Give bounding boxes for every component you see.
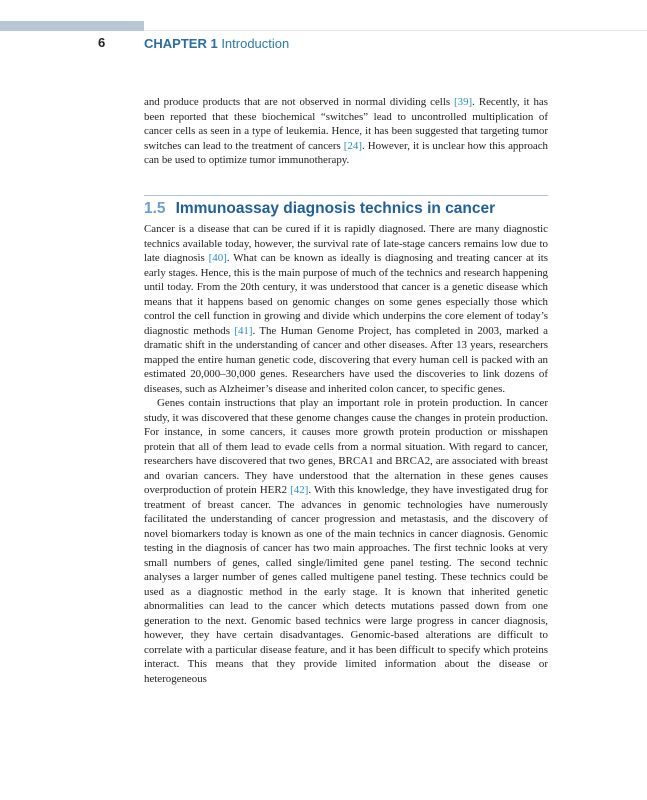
paragraph-2 <box>144 396 548 686</box>
citation-link[interactable]: [41] <box>234 324 253 337</box>
text-run: Cancer is a disease that can be cured if it is rapidly diagnosed. There are many diagnostic technics available today, however, the survival rate of late-stage cancers remains low due to late diagnosis <box>144 223 548 264</box>
text-run: . The Human Genome Project, has completed in 2003, marked a dramatic shift in the understanding of cancer and other diseases. After 13 years, researchers mapped the entire human genetic code, discovering that every human cell is packed with an estimated 20,000–30,000 genes. Researchers have used the discoveries to link dozens of diseases, such as Alzheimer’s disease and inherited colon cancer, to specific genes. <box>144 324 548 395</box>
text-run: and produce products that are not observed in normal dividing cells <box>144 96 455 108</box>
running-header <box>144 36 289 51</box>
text-run: . With this knowledge, they have investigated drug for treatment of breast cancer. The advances in genomic technologies have numerously facilitated the understanding of cancer progression and metastasis, and the discovery of novel biomarkers today is known as one of the main technics in cancer diagnosis. Genomic testing in the diagnosis of cancer has two main approaches. The first technic looks at very small numbers of genes, called single/limited gene panel testing. The second technic analyses a larger number of genes called multigene panel testing. These technics could be used as a diagnostic method in the early stage. It is known that inherited genetic abnormalities can lead to the cancer which detects mutations passed down from one generation to the next. Genomic based technics were large progress in cancer diagnosis, however, they have certain disadvantages. Genomic-based alterations are difficult to correlate with a particular disease feature, and it has been difficult to specify which proteins interact. This means that they provide limited information about the disease or heterogeneous <box>144 484 548 685</box>
section-rule <box>144 195 548 196</box>
citation-link[interactable]: [42] <box>290 484 309 496</box>
chapter-title: Introduction <box>221 36 290 51</box>
section-body <box>144 222 548 686</box>
header-rule <box>144 30 647 31</box>
section-title: Immunoassay diagnosis technics in cancer <box>175 200 496 217</box>
section-number: 1.5 <box>144 200 166 217</box>
paragraph-1 <box>144 222 548 396</box>
chapter-label: CHAPTER 1 <box>144 36 218 51</box>
page-number: 6 <box>98 35 106 50</box>
intro-paragraph <box>144 95 548 168</box>
text-run: . What can be known as ideally is diagnosing and treating cancer at its early stages. Hence, this is the main purpose of much of the technics and research happening until today. From the 20th century, it was understood that cancer is a genetic disease which means that it happens based on genomic changes on some genes especially those which control the cell function in growing and divide which underpins the core element of today’s diagnostic methods <box>144 252 548 337</box>
citation-link[interactable]: [24] <box>343 139 362 152</box>
section-heading <box>144 200 495 218</box>
text-run: Genes contain instructions that play an important role in protein production. In cancer study, it was discovered that these genome changes cause the changes in protein production. For instance, in some cancers, it causes more growth protein production or misshapen protein that all of them lead to evade cells from a normal situation. With regard to cancer, researchers have discovered that two genes, BRCA1 and BRCA2, are associated with breast and ovarian cancers. They have understood that the alternation in these genes causes overproduction of protein HER2 <box>144 397 548 496</box>
header-accent-bar <box>0 21 144 31</box>
citation-link[interactable]: [39] <box>454 96 473 108</box>
citation-link[interactable]: [40] <box>208 252 227 264</box>
text-run: . However, it is unclear how this approach can be used to optimize tumor immunotherapy. <box>144 139 548 166</box>
text-run: . Recently, it has been reported that these biochemical “switches” lead to uncontrolled multiplication of cancer cells as seen in a type of leukemia. Hence, it has been suggested that targeting tumor switches can lead to the treatment of cancers <box>144 96 548 152</box>
